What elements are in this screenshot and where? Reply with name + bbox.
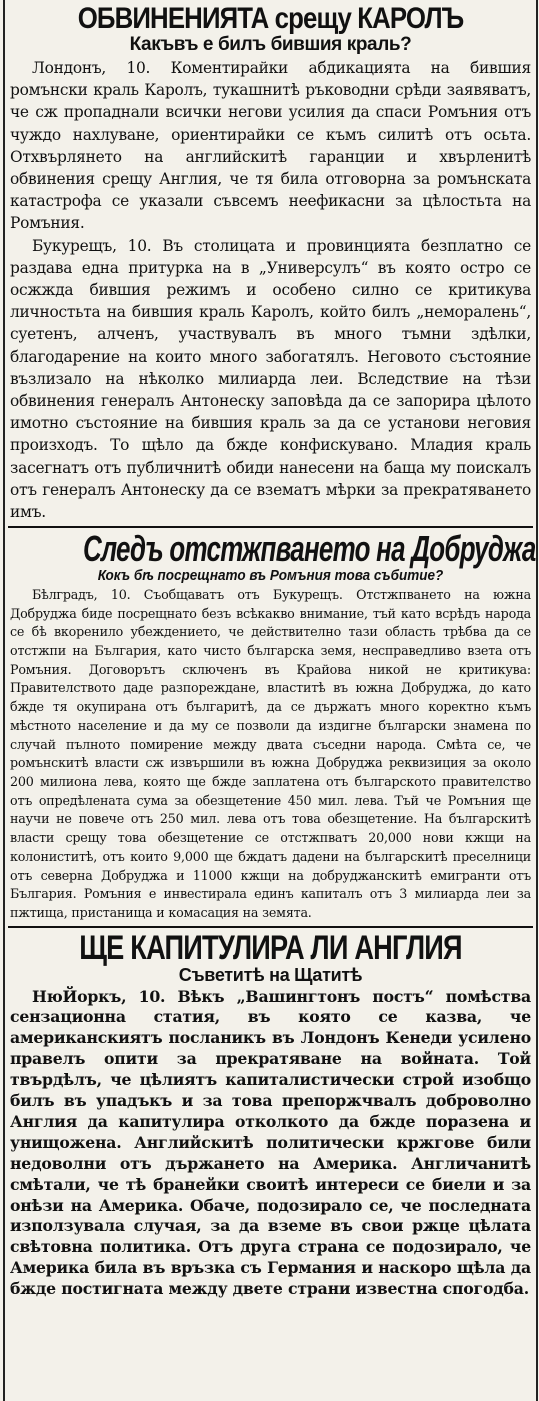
article-karol-accusations <box>8 4 533 523</box>
article-headline: ОБВИНЕНИЯТА срещу КАРОЛЪ <box>77 2 464 35</box>
article-dobrudzha <box>8 528 536 922</box>
article-body <box>10 987 531 1301</box>
column-rule-left <box>3 0 5 1401</box>
article-body <box>10 57 531 523</box>
article-paragraph: НюЙоркъ, 10. Вѣкъ „Вашингтонъ постъ“ помѣства сензационна статия, въ която се казва, че американскиятъ посланикъ въ Лондонъ Кенеди усилено правелъ опити за прекратяване на войната. Той твърдѣлъ, че цѣлиятъ капиталистически строй изобщо билъ въ упадъкъ и за това препоржчвалъ доброволно Англия да капитулира отколкото да бжде поразена и унищожена. Английскитѣ политически кржгове били недоволни отъ държането на Америка. Англичанитѣ смѣтали, че тѣ бранейки своитѣ интереси се биели и за онѣзи на Америка. Обаче, подозирало се, че последната използувала случая, за да вземе въ свои ржце цѣлата свѣтовна политика. Отъ друга страна се подозирало, че Америка била въ връзка съ Германия и наскоро щѣла да бжде постигната между двете страни известна спогодба. <box>10 986 531 1299</box>
article-headline: Следъ отстжпването на Добруджа <box>82 528 536 570</box>
section-divider <box>8 926 533 928</box>
article-subhead: Съветитѣ на Щатитѣ <box>178 964 363 985</box>
article-body <box>10 586 531 923</box>
article-paragraph: Букурещъ, 10. Въ столицата и провинцията безплатно се раздава една притурка на в „Универсулъ“ въ която остро се осжжда бившия режимъ и особено силно се критикува личностьта на бившия краль Каролъ, който билъ „неморалень“, суетенъ, алченъ, участвувалъ въ много тъмни здѣлки, благодарение на които много забогатялъ. Неговото състояние възлизало на нѣколко милиарда леи. Вследствие на тѣзи обвинения генералъ Антонеску заповѣда да се запорира цѣлото имотно състояние на бившия краль за да се установи неговия произходъ. То щѣло да бжде конфискувано. Младия краль засегнатъ отъ публичнитѣ обиди нанесени на баща му поискалъ отъ генералъ Антонеску да се взематъ мѣрки за прекратяването имъ. <box>10 236 531 521</box>
article-england-capitulation <box>8 928 533 1300</box>
article-paragraph: Лондонъ, 10. Коментирайки абдикацията на бившия ромънски краль Каролъ, тукашнитѣ ръководни срѣди заявяватъ, че сж пропаднали всички негови усилия да спаси Ромъния отъ чуждо нахлуване, ориентирайки се къмъ силитѣ отъ осьта. Отхвърлянето на английскитѣ гаранции и хвърленитѣ обвинения срещу Англия, че тя била отговорна за ромънската катастрофа се указали съвсемъ неефикасни за цѣлостьта на Ромъния. <box>10 58 531 233</box>
article-subhead: Какъвъ е билъ бившия краль? <box>129 34 412 55</box>
article-subhead: Кокъ бѣ посрещнато въ Ромъния това събитие? <box>97 567 444 585</box>
article-paragraph: Бѣлградъ, 10. Съобщаватъ отъ Букурещъ. Отстжпването на южна Добруджа биде посрещнато безъ всѣкакво внимание, тъй като всрѣдъ народа се бѣ вкоренило убеждението, че действително тази область трѣбва да се отстжпи на България, като чисто българска земя, несправедливо взета отъ Ромъния. Договорътъ сключенъ въ Крайова никой не критикува: Правителството даде разпореждане, властитѣ въ южна Добруджа, до като бжде тя окупирана отъ българитѣ, да се държатъ много коректно къмъ мѣстното население и да му се позволи да издигне български знамена по случай пълното помирение между двата съседни народа. Смѣта се, че ромънскитѣ власти сж извършили въ южна Добруджа реквизиция за около 200 милиона лева, която ще бжде заплатена отъ българското правителство отъ опредѣлената сума за обезщетение 450 мил. лева. Тъй че Ромъния ще научи не повече отъ 250 мил. лева отъ това обезщетение. На българскитѣ власти срещу това обезщетение се отстжпватъ 20,000 нови кжщи на колониститѣ, отъ които 9,000 ще бждатъ дадени на българскитѣ преселници отъ северна Добруджа и 11000 кжщи на добруджанскитѣ емигранти отъ България. Ромъния е инвестирала единъ капиталъ отъ 3 милиарда леи за пжтища, пристанища и комасация на земята. <box>10 586 531 920</box>
column-rule-right <box>536 0 538 1401</box>
article-headline: ЩЕ КАПИТУЛИРА ЛИ АНГЛИЯ <box>79 928 462 967</box>
